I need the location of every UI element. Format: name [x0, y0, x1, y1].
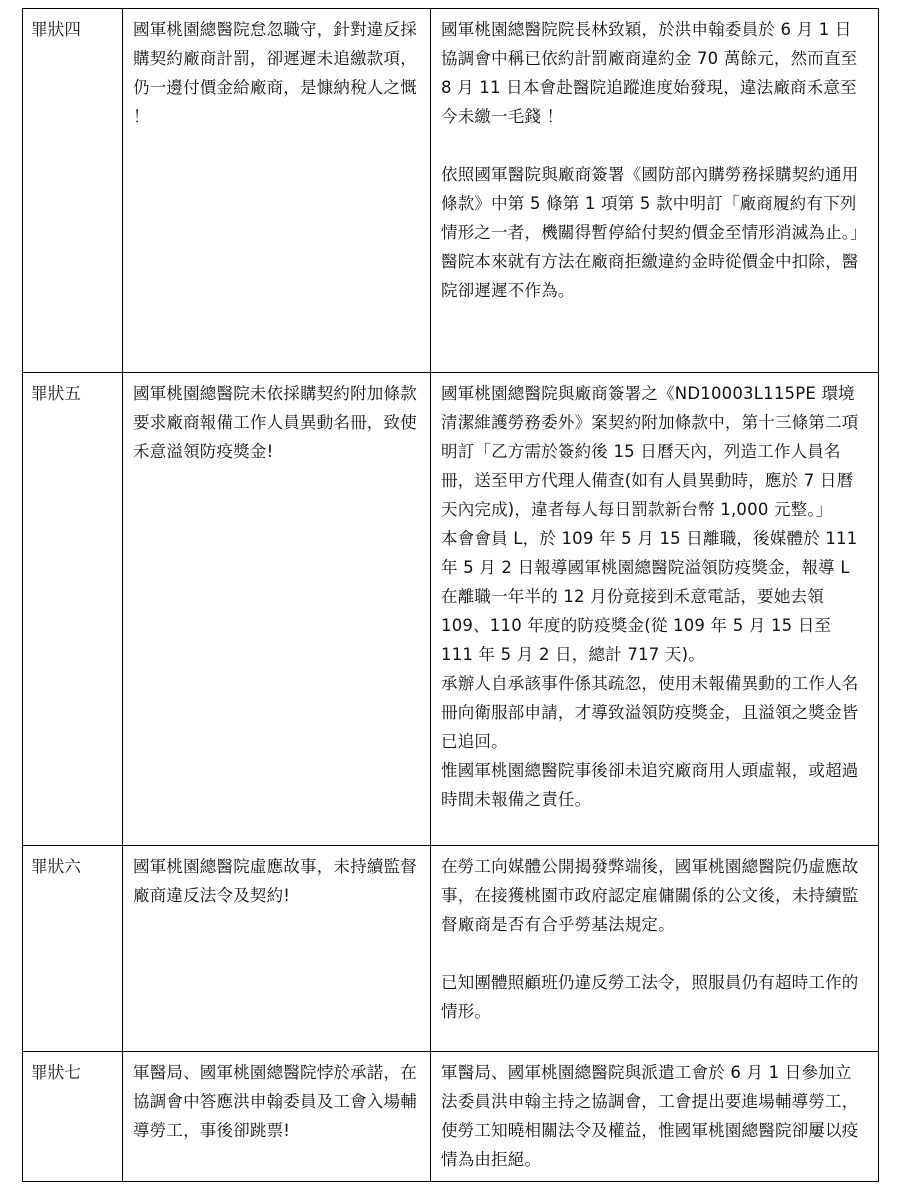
charge-summary: 軍醫局、國軍桃園總醫院悖於承諾，在協調會中答應洪申翰委員及工會入場輔導勞工，事後卻跳票! [123, 1052, 431, 1182]
charge-label: 罪狀七 [23, 1052, 123, 1182]
detail-paragraph: 承辦人自承該事件係其疏忽，使用未報備異動的工作人名冊向衛服部申請，才導致溢領防疫獎金，且溢領之獎金皆已追回。 [441, 674, 859, 751]
charge-label: 罪狀六 [23, 846, 123, 1052]
detail-paragraph: 已知團體照顧班仍違反勞工法令，照服員仍有超時工作的情形。 [441, 973, 859, 1021]
detail-paragraph: 本會會員 L，於 109 年 5 月 15 日離職，後媒體於 111 年 5 月 2 日報導國軍桃園總醫院溢領防疫獎金，報導 L 在離職一年半的 12 月份竟接到禾意電話，要她去領 109、110 年度的防疫獎金(從 109 年 5 月 15 日至 111 年 5 月 2 日，總計 717 天)。 [441, 529, 858, 664]
charge-label: 罪狀五 [23, 373, 123, 846]
charge-details [431, 373, 879, 846]
detail-paragraph: 軍醫局、國軍桃園總醫院與派遣工會於 6 月 1 日參加立法委員洪申翰主持之協調會，工會提出要進場輔導勞工，使勞工知曉相關法令及權益，惟國軍桃園總醫院卻屢以疫情為由拒絕。 [441, 1063, 859, 1169]
detail-paragraph: 國軍桃園總醫院與廠商簽署之《ND10003L115PE 環境清潔維護勞務委外》案契約附加條款中，第十三條第二項明訂「乙方需於簽約後 15 日曆天內，列造工作人員名冊，送至甲方代理人備查(如有人員異動時，應於 7 日曆天內完成)，違者每人每日罰款新台幣 1,000 元整。」 [441, 384, 859, 519]
charge-summary: 國軍桃園總醫院怠忽職守，針對違反採購契約廠商計罰，卻遲遲未追繳款項，仍一邊付價金給廠商，是慷納稅人之慨 ！ [123, 9, 431, 373]
table-row [23, 9, 879, 373]
charge-details [431, 1052, 879, 1182]
table-row [23, 1052, 879, 1182]
detail-paragraph: 國軍桃園總醫院院長林致穎，於洪申翰委員於 6 月 1 日協調會中稱已依約計罰廠商違約金 70 萬餘元，然而直至 8 月 11 日本會赴醫院追蹤進度始發現，違法廠商禾意至今未繳一毛錢 ！ [441, 20, 858, 126]
charge-details [431, 846, 879, 1052]
detail-paragraph: 惟國軍桃園總醫院事後卻未追究廠商用人頭虛報，或超過時間未報備之責任。 [441, 761, 859, 809]
charge-details [431, 9, 879, 373]
table-row [23, 373, 879, 846]
charge-summary: 國軍桃園總醫院未依採購契約附加條款要求廠商報備工作人員異動名冊，致使禾意溢領防疫獎金! [123, 373, 431, 846]
charge-label: 罪狀四 [23, 9, 123, 373]
detail-paragraph: 依照國軍醫院與廠商簽署《國防部內購勞務採購契約通用條款》中第 5 條第 1 項第 5 款中明訂「廠商履約有下列情形之一者，機關得暫停給付契約價金至情形消滅為止。」醫院本來就有方法在廠商拒繳違約金時從價金中扣除，醫院卻遲遲不作為。 [441, 165, 867, 300]
charges-table [22, 8, 879, 1182]
charge-summary: 國軍桃園總醫院虛應故事，未持續監督廠商違反法令及契約! [123, 846, 431, 1052]
table-row [23, 846, 879, 1052]
detail-paragraph: 在勞工向媒體公開揭發弊端後，國軍桃園總醫院仍虛應故事，在接獲桃園市政府認定雇傭關係的公文後，未持續監督廠商是否有合乎勞基法規定。 [441, 857, 859, 934]
